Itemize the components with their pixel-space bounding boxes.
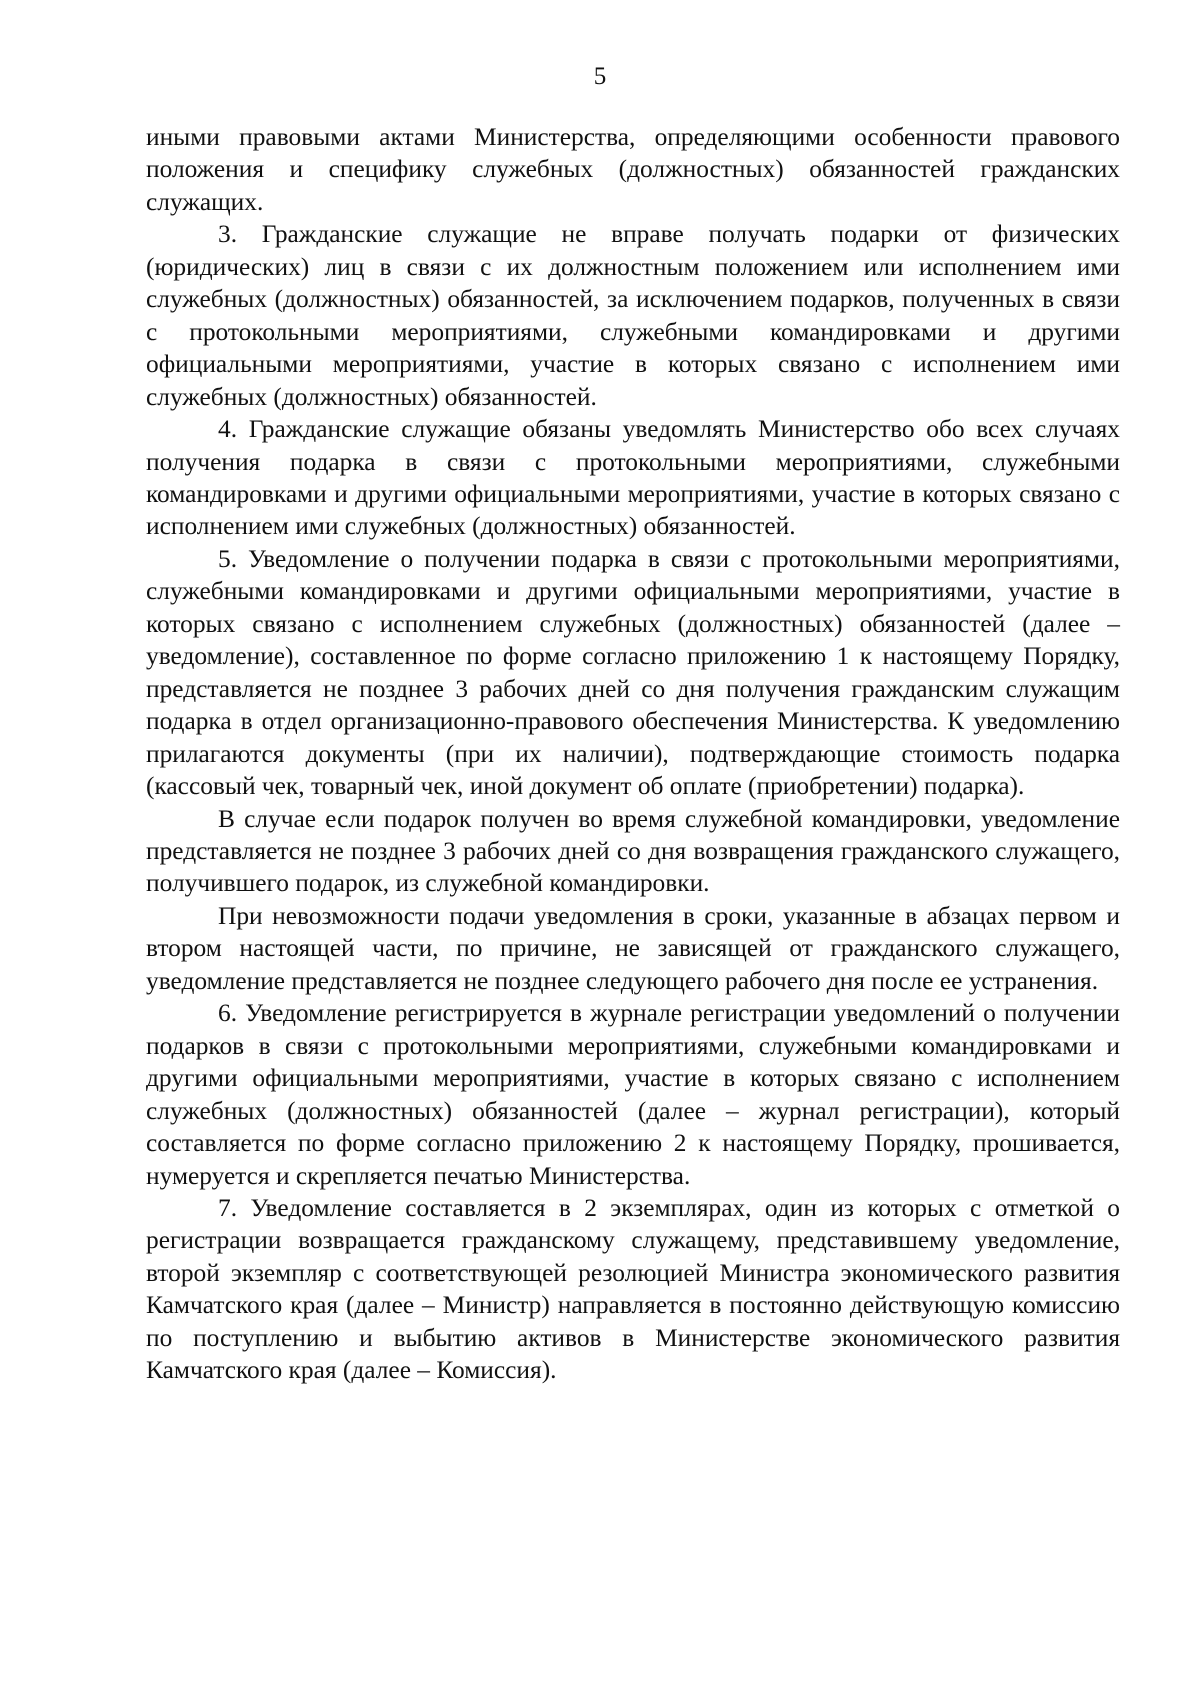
paragraph-item-7: 7. Уведомление составляется в 2 экземплярах, один из которых с отметкой о регистрации возвращается гражданскому служащему, представившему уведомление, второй экземпляр с соответствующей резолюцией Министра экономического развития Камчатского края (далее – Министр) направляется в постоянно действующую комиссию по поступлению и выбытию активов в Министерстве экономического развития Камчатского края (далее – Комиссия). <box>146 1193 1120 1385</box>
paragraph-item-5-part-3: При невозможности подачи уведомления в сроки, указанные в абзацах первом и втором настоящей части, по причине, не зависящей от гражданского служащего, уведомление представляется не позднее следующего рабочего дня после ее устранения. <box>146 901 1120 995</box>
paragraph-item-6: 6. Уведомление регистрируется в журнале регистрации уведомлений о получении подарков в связи с протокольными мероприятиями, служебными командировками и другими официальными мероприятиями, участие в которых связано с исполнением служебных (должностных) обязанностей (далее – журнал регистрации), который составляется по форме согласно приложению 2 к настоящему Порядку, прошивается, нумеруется и скрепляется печатью Министерства. <box>146 999 1120 1190</box>
paragraph-continuation: иными правовыми актами Министерства, определяющими особенности правового положения и специфику служебных (должностных) обязанностей гражданских служащих. <box>146 123 1120 216</box>
paragraph-item-5: 5. Уведомление о получении подарка в связи с протокольными мероприятиями, служебными командировками и другими официальными мероприятиями, участие в которых связано с исполнением служебных (должностных) обязанностей (далее – уведомление), составленное по форме согласно приложению 1 к настоящему Порядку, представляется не позднее 3 рабочих дней со дня получения гражданским служащим подарка в отдел организационно-правового обеспечения Министерства. К уведомлению прилагаются документы (при их наличии), подтверждающие стоимость подарка (кассовый чек, товарный чек, иной документ об оплате (приобретении) подарка). <box>146 544 1120 801</box>
document-body <box>146 121 1120 1387</box>
paragraph-item-3: 3. Гражданские служащие не вправе получать подарки от физических (юридических) лиц в связи с их должностным положением или исполнением ими служебных (должностных) обязанностей, за исключением подарков, полученных в связи с протокольными мероприятиями, служебными командировками и другими официальными мероприятиями, участие в которых связано с исполнением ими служебных (должностных) обязанностей. <box>146 220 1120 411</box>
page-number: 5 <box>593 63 607 90</box>
paragraph-item-4: 4. Гражданские служащие обязаны уведомлять Министерство обо всех случаях получения подарка в связи с протокольными мероприятиями, служебными командировками и другими официальными мероприятиями, участие в которых связано с исполнением ими служебных (должностных) обязанностей. <box>146 415 1120 541</box>
paragraph-item-5-part-2: В случае если подарок получен во время служебной командировки, уведомление представляется не позднее 3 рабочих дней со дня возвращения гражданского служащего, получившего подарок, из служебной командировки. <box>146 804 1120 898</box>
